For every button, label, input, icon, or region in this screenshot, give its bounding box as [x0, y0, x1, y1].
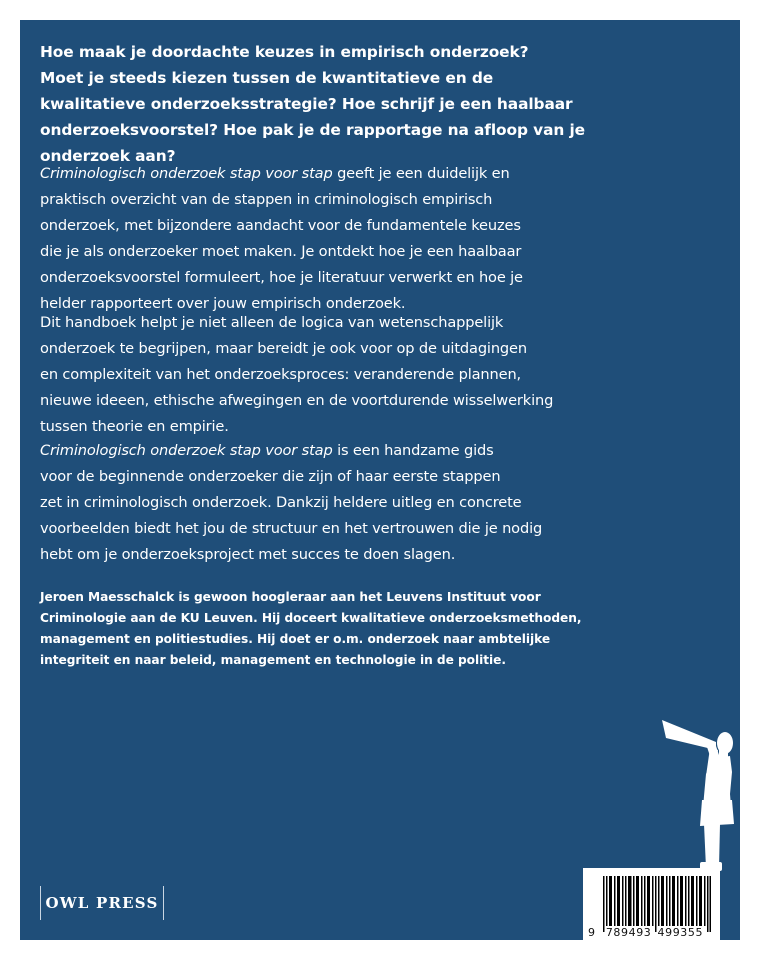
intro-line: onderzoek aan?: [40, 147, 176, 165]
isbn-first-digit: 9: [588, 926, 596, 939]
book-title-italic: Criminologisch onderzoek stap voor stap: [40, 442, 333, 459]
paragraph-line: praktisch overzicht van de stappen in criminologisch empirisch: [40, 191, 493, 208]
bio-line: integriteit en naar beleid, management en technologie in de politie.: [40, 653, 506, 667]
paragraph-line: Dit handboek helpt je niet alleen de logica van wetenschappelijk: [40, 314, 504, 331]
back-cover: [20, 20, 740, 940]
paragraph-line: die je als onderzoeker moet maken. Je ontdekt hoe je een haalbaar: [40, 243, 522, 260]
paragraph-line: zet in criminologisch onderzoek. Dankzij heldere uitleg en concrete: [40, 494, 522, 511]
intro-line: Moet je steeds kiezen tussen de kwantitatieve en de: [40, 69, 494, 87]
isbn-group-1: 789493: [605, 926, 652, 939]
paragraph-line: en complexiteit van het onderzoeksproces: veranderende plannen,: [40, 366, 522, 383]
paragraph-line: onderzoeksvoorstel formuleert, hoe je literatuur verwerkt en hoe je: [40, 269, 523, 286]
isbn-number: [587, 926, 717, 939]
description-paragraph-3: [40, 438, 600, 568]
paragraph-line: helder rapporteert over jouw empirisch onderzoek.: [40, 295, 406, 312]
paragraph-line: onderzoek te begrijpen, maar bereidt je ook voor op de uitdagingen: [40, 340, 527, 357]
author-bio: [40, 587, 680, 671]
intro-line: kwalitatieve onderzoeksstrategie? Hoe schrijf je een haalbaar: [40, 95, 573, 113]
publisher-logo: [40, 886, 164, 920]
paragraph-line: tussen theorie en empirie.: [40, 418, 229, 435]
publisher-name: OWL PRESS: [45, 894, 159, 912]
barcode-box: [583, 868, 720, 940]
paragraph-line: voor de beginnende onderzoeker die zijn of haar eerste stappen: [40, 468, 501, 485]
description-paragraph-1: [40, 161, 600, 317]
intro-line: Hoe maak je doordachte keuzes in empirisch onderzoek?: [40, 43, 529, 61]
bio-line: management en politiestudies. Hij doet er o.m. onderzoek naar ambtelijke: [40, 632, 551, 646]
description-paragraph-2: [40, 310, 600, 440]
bio-line: Jeroen Maesschalck is gewoon hoogleraar aan het Leuvens Instituut voor: [40, 590, 541, 604]
paragraph-line: onderzoek, met bijzondere aandacht voor de fundamentele keuzes: [40, 217, 521, 234]
paragraph-line: hebt om je onderzoeksproject met succes te doen slagen.: [40, 546, 456, 563]
isbn-group-2: 499355: [657, 926, 704, 939]
intro-line: onderzoeksvoorstel? Hoe pak je de rapportage na afloop van je: [40, 121, 586, 139]
book-title-italic: Criminologisch onderzoek stap voor stap: [40, 165, 333, 182]
paragraph-line: voorbeelden biedt het jou de structuur en het vertrouwen die je nodig: [40, 520, 543, 537]
person-with-telescope-icon: [640, 696, 740, 871]
paragraph-line: Criminologisch onderzoek stap voor stap geeft je een duidelijk en: [40, 165, 510, 182]
paragraph-line: nieuwe ideeen, ethische afwegingen en de voortdurende wisselwerking: [40, 392, 554, 409]
bio-line: Criminologie aan de KU Leuven. Hij doceert kwalitatieve onderzoeksmethoden,: [40, 611, 582, 625]
barcode-icon: [603, 876, 711, 932]
intro-questions: [40, 39, 600, 169]
paragraph-line: Criminologisch onderzoek stap voor stap is een handzame gids: [40, 442, 494, 459]
